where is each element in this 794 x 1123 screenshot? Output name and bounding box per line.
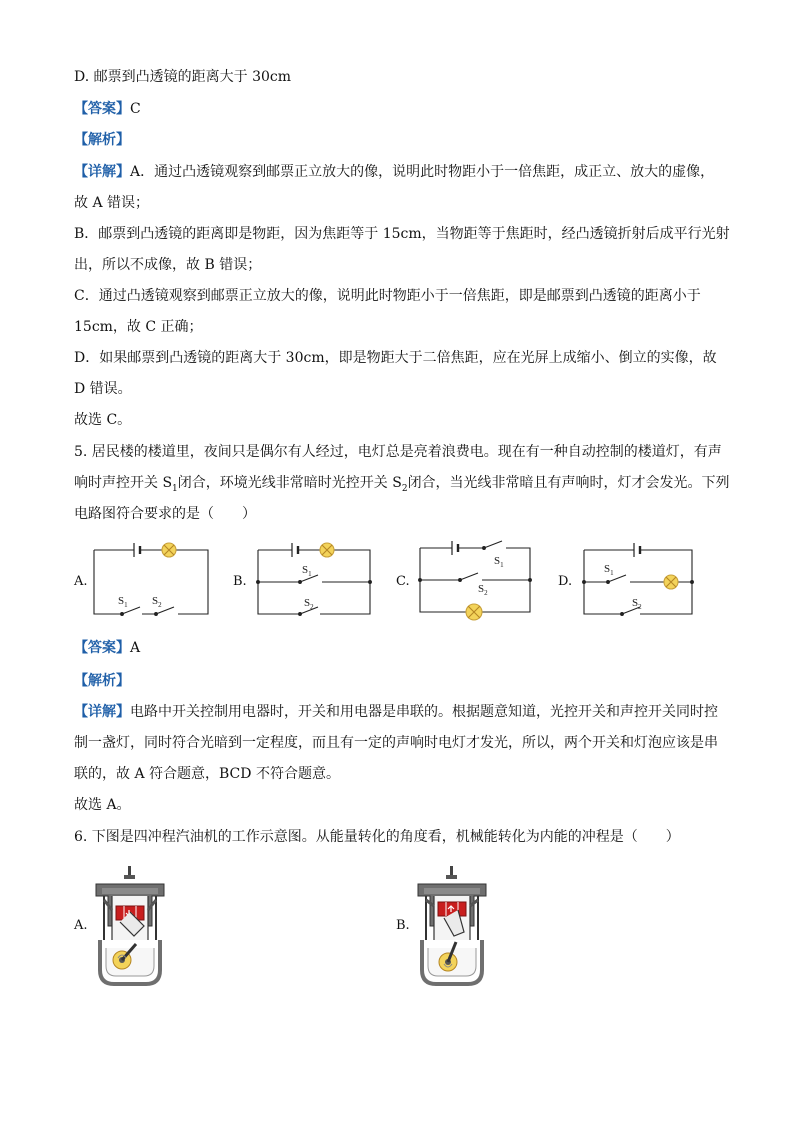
q5-detail-line-1 xyxy=(74,703,718,721)
answer-tag: 【答案】 xyxy=(74,101,130,117)
svg-text:S2: $S_2$ xyxy=(632,597,642,611)
stem-part: 响时声控开关 S xyxy=(74,475,173,491)
detail-text: A．通过凸透镜观察到邮票正立放大的像，说明此时物距小于一倍焦距，成正立、放大的虚像， xyxy=(130,164,715,180)
detail-tag: 【详解】 xyxy=(74,164,130,180)
q4-detail-line-7: D．如果邮票到凸透镜的距离大于 30cm，即是物距大于二倍焦距，应在光屏上成缩小、倒立的实像，故 xyxy=(74,350,717,366)
q5-conclusion: 故选 A。 xyxy=(74,797,131,813)
q4-detail-line-4: 出，所以不成像，故 B 错误； xyxy=(74,257,262,273)
answer-value: A xyxy=(130,640,141,656)
answer-tag: 【答案】 xyxy=(74,640,130,656)
circuit-d xyxy=(583,543,694,615)
stem-part: 闭合，环境光线非常暗时光控开关 S xyxy=(177,475,402,491)
q4-conclusion: 故选 C。 xyxy=(74,412,132,428)
detail-tag: 【详解】 xyxy=(74,704,130,720)
subscript: 1 xyxy=(172,483,178,494)
svg-text:S2: $S_2$ xyxy=(304,597,314,611)
q5-stem-line-2 xyxy=(74,474,730,498)
svg-text:S1: $S_1$ xyxy=(494,555,504,569)
svg-text:S1: $S_1$ xyxy=(118,595,128,609)
svg-text:S1: $S_1$ xyxy=(604,563,614,577)
engine-diagram-b xyxy=(414,866,490,988)
q4-detail-line-2: 故 A 错误； xyxy=(74,195,150,211)
stem-part: 闭合，当光线非常暗且有声响时，灯才会发光。下列 xyxy=(407,475,730,491)
q4-answer xyxy=(74,100,141,118)
q5-detail-line-2: 制一盏灯，同时符合光暗到一定程度，而且有一定的声响时电灯才发光，所以，两个开关和灯泡应该是串 xyxy=(74,735,718,751)
detail-text: 电路中开关控制用电器时，开关和用电器是串联的。根据题意知道，光控开关和声控开关同时控 xyxy=(130,704,718,720)
circuit-option-d-label: D. xyxy=(558,574,573,589)
circuit-a xyxy=(94,543,208,615)
q6-stem: 6. 下图是四冲程汽油机的工作示意图。从能量转化的角度看，机械能转化为内能的冲程是（ ） xyxy=(74,829,680,845)
q4-analysis-tag: 【解析】 xyxy=(74,132,130,148)
circuit-option-c-label: C. xyxy=(396,574,410,589)
q4-detail-line-6: 15cm，故 C 正确； xyxy=(74,319,203,335)
q4-detail-line-3: B．邮票到凸透镜的距离即是物距，因为焦距等于 15cm，当物距等于焦距时，经凸透镜折射后成平行光射 xyxy=(74,226,730,242)
engine-diagram-a xyxy=(92,866,168,988)
q4-detail-line-5: C．通过凸透镜观察到邮票正立放大的像，说明此时物距小于一倍焦距，即是邮票到凸透镜的距离小于 xyxy=(74,288,701,304)
engine-option-b-label: B. xyxy=(396,918,410,933)
q4-detail-line-8: D 错误。 xyxy=(74,381,132,397)
q5-answer xyxy=(74,639,140,657)
q5-stem-line-1: 5. 居民楼的楼道里，夜间只是偶尔有人经过，电灯总是亮着浪费电。现在有一种自动控制的楼道灯，有声 xyxy=(74,444,722,460)
circuit-b xyxy=(257,543,372,615)
circuit-diagrams xyxy=(0,530,794,630)
svg-text:S2: $S_2$ xyxy=(152,595,162,609)
svg-text:S1: $S_1$ xyxy=(302,564,312,578)
circuit-c xyxy=(419,541,532,620)
q5-stem-line-3: 电路图符合要求的是（ ） xyxy=(74,506,256,522)
engine-option-a-label: A. xyxy=(74,918,88,933)
circuit-option-a-label: A. xyxy=(74,574,88,589)
subscript: 2 xyxy=(401,483,408,494)
answer-value: C xyxy=(130,101,141,117)
q4-option-d: D. 邮票到凸透镜的距离大于 30cm xyxy=(74,69,292,85)
svg-text:S2: $S_2$ xyxy=(478,583,488,597)
q4-detail-line-1 xyxy=(74,163,714,181)
q5-detail-line-3: 联的，故 A 符合题意，BCD 不符合题意。 xyxy=(74,766,340,782)
circuit-option-b-label: B. xyxy=(233,574,247,589)
q5-analysis-tag: 【解析】 xyxy=(74,673,130,689)
